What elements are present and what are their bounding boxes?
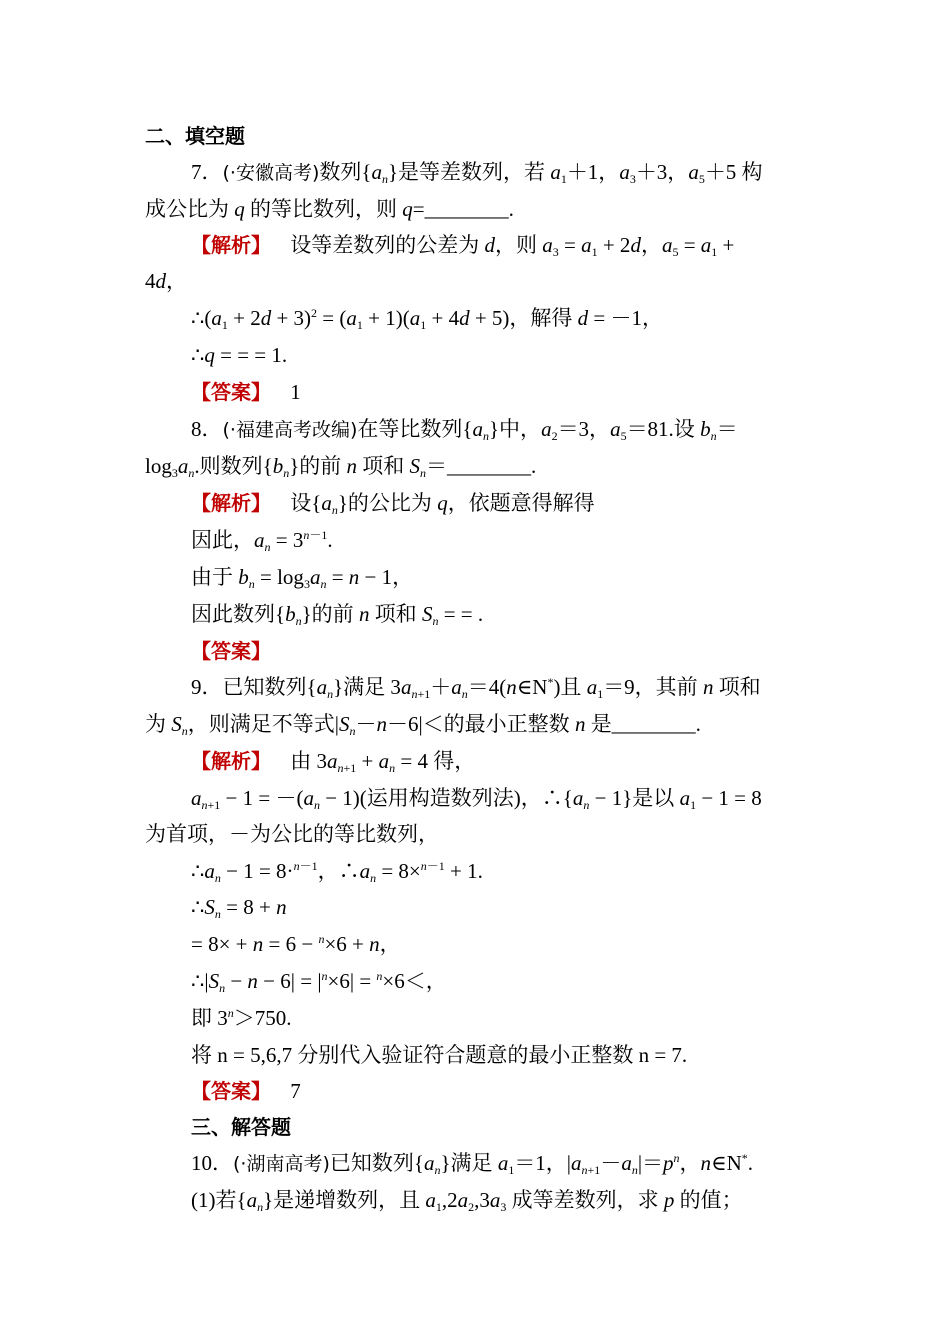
q10-part1: (1)若$\{a_n\}$是递增数列，且 $a_1,2a_2,3a_3$ 成等差数列，求 p 的值； [191,1188,743,1214]
q8-source: (·福建高考改编) [222,419,358,441]
q7-analysis-text: 设等差数列的公差为 [290,233,480,257]
q9-analysis: 【解析】 由 $3a_{n+1} + a_n = 4$ 得， [191,749,476,775]
analysis-label: 【解析】 [191,491,271,515]
analysis-label: 【解析】 [191,749,271,773]
q7-blank: =________. [412,197,514,221]
q8-number: 8． [191,417,223,441]
q7-analysis: 【解析】 设等差数列的公差为 d，则 $a_3 = a_1 + 2d$，$a_5 = a_1$ + [191,233,735,259]
q9-step6: 即 $3^n>750$. [191,1006,292,1030]
answer-label: 【答案】 [191,639,271,663]
q7-number: 7． [191,160,223,184]
q7-text: 的等比数列，则 [250,197,397,221]
q10-number: 10． [191,1151,233,1175]
q9-answer [191,1076,815,1106]
q10-line1: 10．(·湖南高考)已知数列$\{a_n\}$满足 $a_1=1$，$|a_{n+1}-a_n|=p^n$，n∈N*. [191,1151,753,1177]
analysis-label: 【解析】 [191,233,271,257]
q8-line2: $\log_3a_n$.则数列$\{b_n\}$的前 n 项和 $S_n=\_\_\_\_\_\_\_\_$. [145,454,537,480]
q8-step2: 由于 $b_n = \log_3a_n = n - 1$， [191,565,414,591]
q9-step7: 将 n = 5,6,7 分别代入验证符合题意的最小正整数 n = 7. [191,1043,688,1067]
q7-line2: 成公比为 q 的等比数列，则 q=________. [145,197,514,221]
q9-step4: = 8× + n = 6 − $^n$×6 + n， [191,932,401,956]
q8-analysis: 【解析】 设$\{a_n\}$的公比为 q，依题意得解得 [191,491,595,517]
q7-source: (·安徽高考) [222,162,320,184]
section-heading-solve: 三、解答题 [191,1115,291,1139]
q9-step3: $\therefore S_n = 8 + n$ [191,895,287,921]
q7-step2: ∴q = = = 1. [191,343,288,367]
q7-text: 成公比为 [145,197,229,221]
q7-answer [191,377,815,407]
q10-source: (·湖南高考) [233,1153,330,1175]
q7-line1: 7．(·安徽高考)数列$\{a_n\}$是等差数列，若 $a_1+1$，$a_3+3$，$a_5+5$ 构 [191,160,763,186]
q9-line2: 为 $S_n$，则满足不等式$|S_n-n-6|<$的最小正整数 n 是________. [145,712,701,738]
q9-line1: 9．已知数列$\{a_n\}$满足 $3a_{n+1}+a_n=4(n\in N^*)$且 $a_1=9$，其前 n 项和 [191,675,761,701]
q7-step1: $\therefore(a_1 + 2d + 3)^2 = (a_1 + 1)(a_1 + 4d + 5)$，解得 d = －1， [191,306,664,332]
answer-label: 【答案】 [191,380,271,404]
q8-line1: 8．(·福建高考改编)在等比数列$\{a_n\}$中，$a_2=3$，$a_5=81$.设 $b_n=$ [191,417,738,443]
q8-step3: 因此数列$\{b_n\}$的前 n 项和 $S_n$ = = . [191,602,484,628]
q9-step2: $\therefore a_n - 1 = 8\cdot^{n-1}$，$\therefore a_n = 8\times^{n-1} + 1$. [191,859,483,885]
answer-label: 【答案】 [191,1079,271,1103]
q9-number: 9． [191,675,223,699]
q7-text: 数列{ [319,160,372,184]
q9-step1-cont: 为首项，－为公比的等比数列， [145,822,439,846]
q8-step1: 因此，$a_n = 3^{n-1}$. [191,528,333,554]
q9-answer-value: 7 [290,1079,301,1103]
q8-answer [191,636,815,666]
q9-step5: $\therefore|S_n - n - 6| = |^n\times 6| = ^n\times 6<$， [191,969,447,995]
q7-answer-value: 1 [290,380,301,404]
q9-step1: $a_{n+1} - 1 = -(a_n - 1)$(运用构造数列法)，$\therefore\{a_n - 1\}$是以 $a_1 - 1 = 8$ [191,786,762,812]
section-heading-fill-in: 二、填空题 [145,124,245,148]
q7-analysis-cont: 4d， [145,269,187,293]
